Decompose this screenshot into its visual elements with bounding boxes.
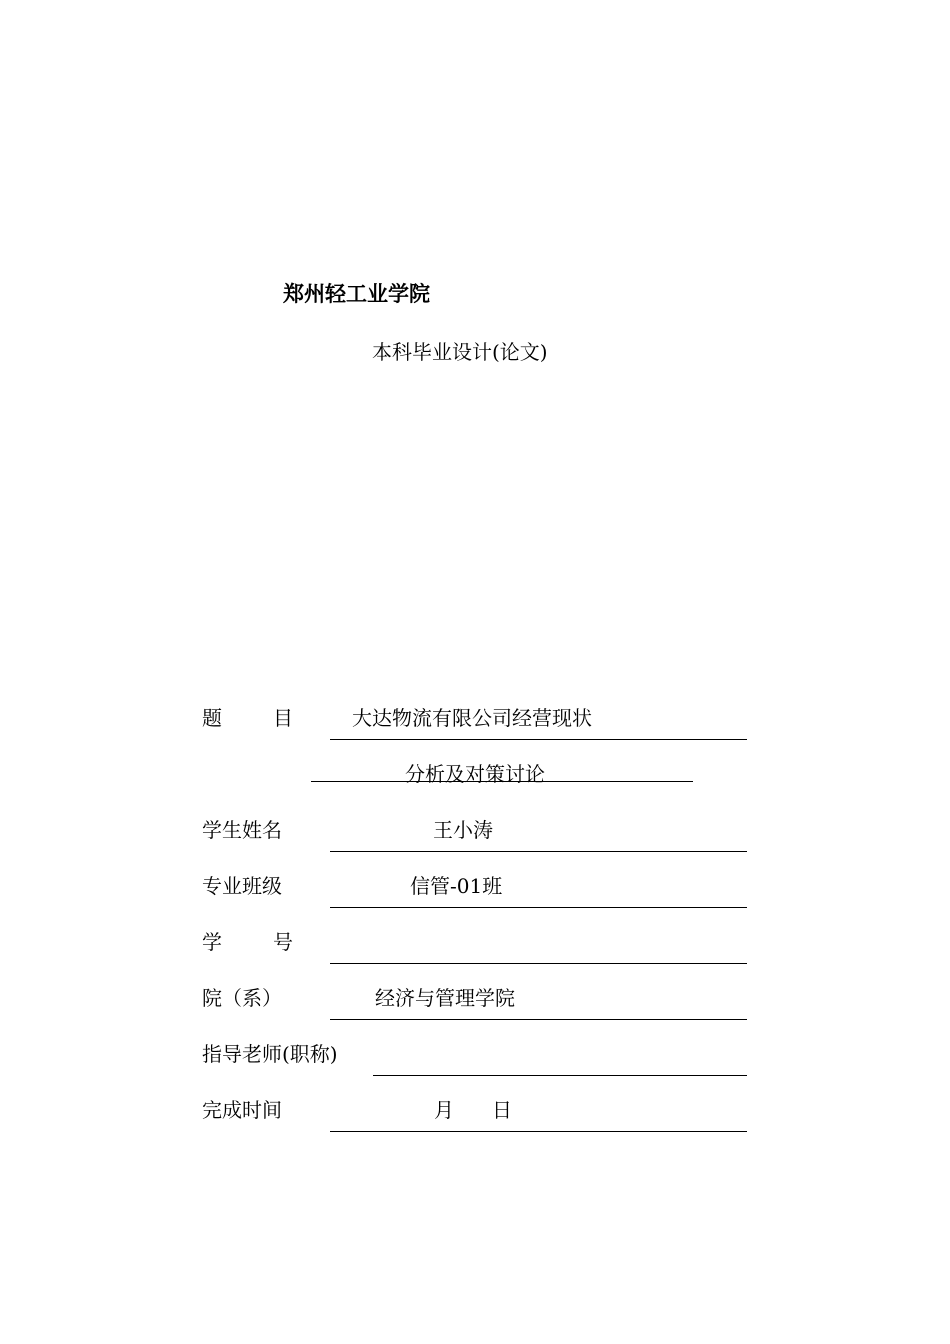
department-underline [330,1019,747,1020]
title-label-char-2: 目 [273,706,293,730]
student-id-label [202,926,293,955]
title-value-line-2: 分析及对策讨论 [405,762,545,786]
title-label [202,702,293,731]
title-underline-1 [330,739,747,740]
major-class-value: 信管-01班 [410,874,503,898]
school-name: 郑州轻工业学院 [283,282,430,306]
completion-time-underline [330,1131,747,1132]
title-value-line-1: 大达物流有限公司经营现状 [352,706,592,730]
department-label: 院（系） [202,986,282,1010]
title-underline-2 [311,781,693,782]
department-value: 经济与管理学院 [375,986,515,1010]
title-label-char-1: 题 [202,706,222,730]
document-type: 本科毕业设计(论文) [372,340,548,364]
completion-month: 月 [434,1098,454,1122]
advisor-underline [373,1075,747,1076]
student-id-underline [330,963,747,964]
major-class-underline [330,907,747,908]
student-id-label-char-2: 号 [273,930,293,954]
advisor-label: 指导老师(职称) [202,1042,338,1066]
student-name-value: 王小涛 [433,818,493,842]
major-class-label: 专业班级 [202,874,282,898]
student-id-label-char-1: 学 [202,930,222,954]
student-name-label: 学生姓名 [202,818,282,842]
completion-time-label: 完成时间 [202,1098,282,1122]
completion-day: 日 [492,1098,512,1122]
student-name-underline [330,851,747,852]
